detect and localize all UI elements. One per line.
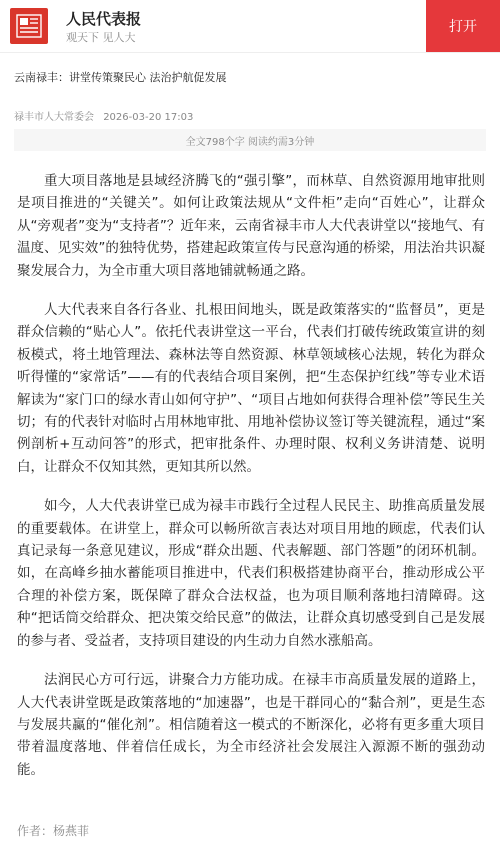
article-paragraph: 人大代表来自各行各业、扎根田间地头，既是政策落实的“监督员”，更是群众信赖的“贴心人”。依托代表讲堂这一平台，代表们打破传统政策宣讲的刻板模式，将土地管理法、森林法等自然资源、林草领域核心法规，转化为群众听得懂的“家常话”——有的代表结合项目案例，把“生态保护红线”等专业术语解读为“家门口的绿水青山如何守护”、“项目占地如何获得合理补偿”等民生关切；有的代表针对临时占用林地审批、用地补偿协议签订等关键流程，通过“案例剖析+互动问答”的形式，把审批条件、办理时限、权利义务讲清楚、说明白，让群众不仅知其然，更知其所以然。 [17, 302, 485, 475]
newspaper-logo-icon [10, 8, 48, 44]
article-source: 禄丰市人大常委会 [14, 112, 94, 123]
app-name: 人民代表报 [66, 10, 142, 28]
article-paragraph: 重大项目落地是县域经济腾飞的“强引擎”，而林草、自然资源用地审批则是项目推进的“关键关”。如何让政策法规从“文件柜”走向“百姓心”，让群众从“旁观者”变为“支持者”？近年来，云南省禄丰市人大代表讲堂以“接地气、有温度、见实效”的独特优势，搭建起政策宣传与民意沟通的桥梁，用法治共识凝聚发展合力，为全市重大项目落地铺就畅通之路。 [17, 173, 485, 279]
article-body [17, 170, 485, 781]
article-meta [14, 108, 193, 123]
app-banner [0, 0, 500, 53]
article-paragraph: 如今，人大代表讲堂已成为禄丰市践行全过程人民民主、助推高质量发展的重要载体。在讲堂上，群众可以畅所欲言表达对项目用地的顾虑，代表们认真记录每一条意见建议，形成“群众出题、代表解题、部门答题”的闭环机制。如，在高峰乡抽水蓄能项目推进中，代表们积极搭建协商平台，推动形成公平合理的补偿方案，既保障了群众合法权益，也为项目顺利落地扫清障碍。这种“把话筒交给群众、把决策交给民意”的做法，让群众真切感受到自己是发展的参与者、受益者，支持项目建设的内生动力自然水涨船高。 [17, 498, 485, 649]
article-paragraph: 法润民心方可行远，讲聚合力方能功成。在禄丰市高质量发展的道路上，人大代表讲堂既是政策落地的“加速器”，也是干群同心的“黏合剂”，更是生态与发展共赢的“催化剂”。相信随着这一模式的不断深化，必将有更多重大项目带着温度落地、伴着信任成长，为全市经济社会发展注入源源不断的强劲动能。 [17, 672, 485, 778]
article-title: 云南禄丰：讲堂传策聚民心 法治护航促发展 [14, 71, 227, 84]
open-app-button[interactable]: 打开 [426, 0, 500, 52]
article-author: 作者：杨燕菲 [17, 824, 90, 838]
article-date: 2026-03-20 17:03 [103, 112, 194, 123]
read-info-bar: 全文798个字 阅读约需3分钟 [14, 129, 486, 151]
app-slogan: 观天下 见人大 [66, 31, 136, 44]
